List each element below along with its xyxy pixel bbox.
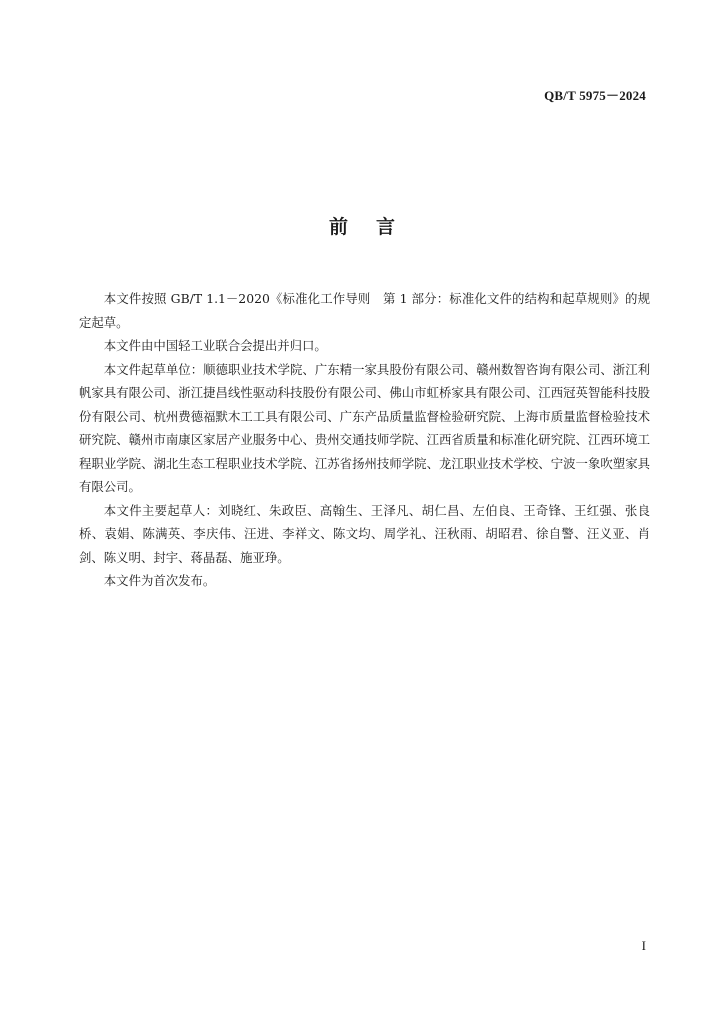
paragraph-drafting-rules: 本文件按照 GB/T 1.1－2020《标准化工作导则 第 1 部分：标准化文件的结构和起草规则》的规定起草。 — [79, 291, 650, 330]
foreword-body — [79, 287, 650, 593]
paragraph-drafting-units: 本文件起草单位：顺德职业技术学院、广东精一家具股份有限公司、赣州数智咨询有限公司、浙江利帆家具有限公司、浙江捷昌线性驱动科技股份有限公司、佛山市虹桥家具有限公司、江西冠英智能科技股份有限公司、杭州费德福默木工工具有限公司、广东产品质量监督检验研究院、上海市质量监督检验技术研究院、赣州市南康区家居产业服务中心、贵州交通技师学院、江西省质量和标准化研究院、江西环境工程职业学院、湖北生态工程职业技术学院、江苏省扬州技师学院、龙江职业技术学校、宁波一象吹塑家具有限公司。 — [79, 361, 650, 494]
paragraph-drafters: 本文件主要起草人：刘晓红、朱政臣、高翰生、王泽凡、胡仁昌、左伯良、王奇锋、王红强、张良桥、袁娟、陈满英、李庆伟、汪进、李祥文、陈文均、周学礼、汪秋雨、胡昭君、徐自警、汪义亚、肖剑、陈义明、封宇、蒋晶磊、施亚琤。 — [79, 502, 650, 565]
paragraph-first-release: 本文件为首次发布。 — [103, 573, 216, 588]
page-number: I — [641, 938, 646, 953]
page-title: 前言 — [328, 216, 423, 238]
paragraph-proposer: 本文件由中国轻工业联合会提出并归口。 — [103, 338, 327, 353]
standard-number: QB/T 5975－2024 — [544, 88, 646, 103]
